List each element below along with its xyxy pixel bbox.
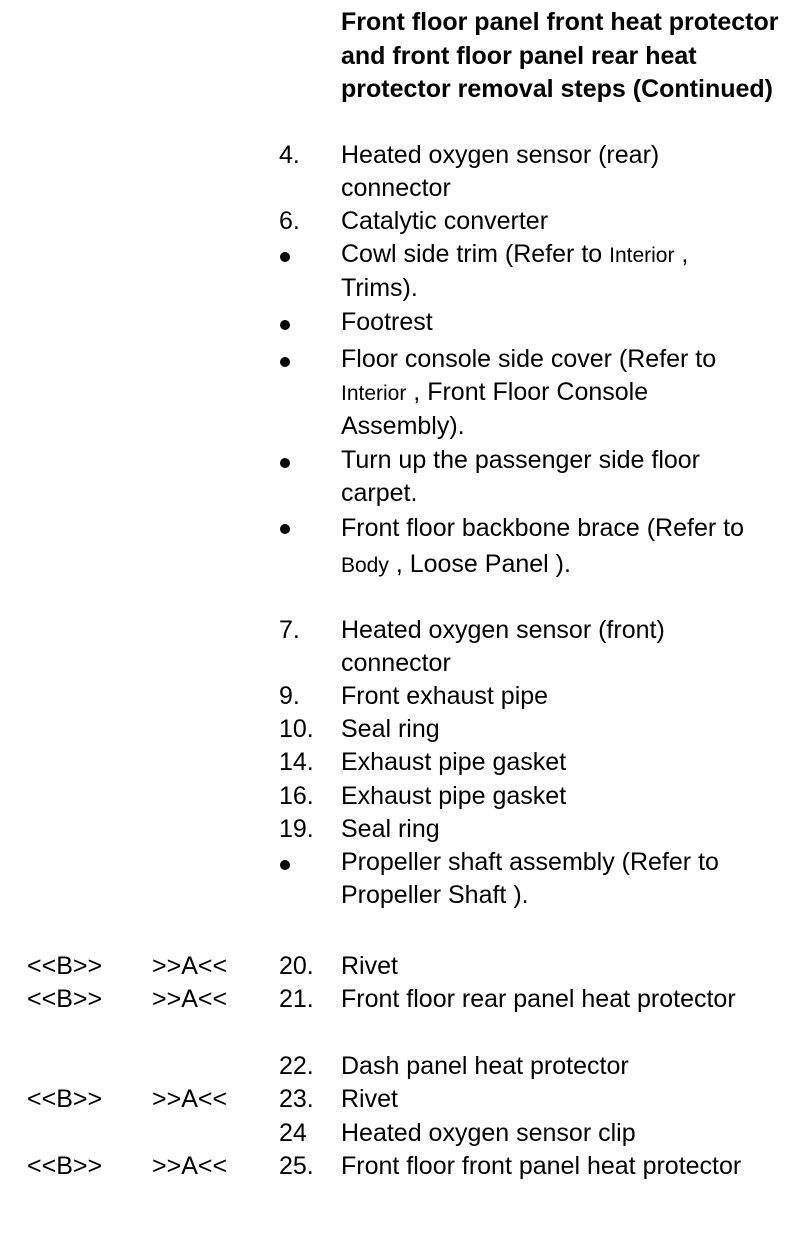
step-text: Rivet (341, 952, 398, 980)
bullet-icon (280, 860, 290, 870)
procedure-ref-b: <<B>> (27, 1152, 103, 1180)
bullet-icon (280, 458, 290, 468)
step-text: Front floor rear panel heat protector (341, 985, 736, 1013)
step-number: 9. (279, 682, 300, 710)
procedure-ref-a: >>A<< (152, 985, 228, 1013)
step-number: 23. (279, 1085, 314, 1113)
step-number: 14. (279, 748, 314, 776)
step-number: 16. (279, 782, 314, 810)
step-text: Heated oxygen sensor (rear) connector (341, 141, 660, 202)
step-number: 19. (279, 815, 314, 843)
step-text: Turn up the passenger side floor carpet. (341, 446, 701, 507)
step-text: Catalytic converter (341, 207, 549, 235)
bullet-icon (280, 320, 290, 330)
step-text: Front exhaust pipe (341, 682, 549, 710)
procedure-ref-b: <<B>> (27, 952, 103, 980)
step-text: Exhaust pipe gasket (341, 748, 567, 776)
bullet-icon (280, 357, 290, 367)
step-number: 20. (279, 952, 314, 980)
step-text-part: , Front Floor Console Assembly). (341, 378, 649, 440)
step-text (341, 343, 771, 443)
step-text (341, 238, 771, 305)
section-title: Front floor panel front heat protector and front floor panel rear heat protector removal steps (Continued) (341, 8, 779, 103)
step-number: 7. (279, 616, 300, 644)
procedure-ref-a: >>A<< (152, 1085, 228, 1113)
step-text-part: , Trims). (341, 240, 689, 302)
step-number: 4. (279, 141, 300, 169)
step-number: 21. (279, 985, 314, 1013)
step-text-part: , Loose Panel ). (388, 550, 571, 578)
step-text (341, 510, 771, 584)
procedure-ref-b: <<B>> (27, 1085, 103, 1113)
step-number: 6. (279, 207, 300, 235)
reference-section: Interior (341, 382, 407, 405)
procedure-ref-a: >>A<< (152, 1152, 228, 1180)
reference-section: Interior (609, 244, 675, 267)
bullet-icon (280, 524, 290, 534)
step-text-part: Front floor backbone brace (Refer to (341, 514, 744, 542)
step-text: Dash panel heat protector (341, 1052, 629, 1080)
step-number: 24 (279, 1119, 307, 1147)
step-text: Front floor front panel heat protector (341, 1152, 742, 1180)
step-text: Rivet (341, 1085, 398, 1113)
step-text: Heated oxygen sensor (front) connector (341, 616, 665, 677)
step-text: Footrest (341, 308, 433, 336)
step-text-part: Floor console side cover (Refer to (341, 345, 717, 373)
reference-section: Body (341, 554, 389, 577)
procedure-ref-b: <<B>> (27, 985, 103, 1013)
step-text: Seal ring (341, 715, 440, 743)
step-text: Exhaust pipe gasket (341, 782, 567, 810)
step-text: Propeller shaft assembly (Refer to Propeller Shaft ). (341, 848, 719, 909)
step-number: 22. (279, 1052, 314, 1080)
step-text: Heated oxygen sensor clip (341, 1119, 636, 1147)
step-text-part: Cowl side trim (Refer to (341, 240, 610, 268)
procedure-ref-a: >>A<< (152, 952, 228, 980)
step-text: Seal ring (341, 815, 440, 843)
bullet-icon (280, 252, 290, 262)
step-number: 10. (279, 715, 314, 743)
step-number: 25. (279, 1152, 314, 1180)
